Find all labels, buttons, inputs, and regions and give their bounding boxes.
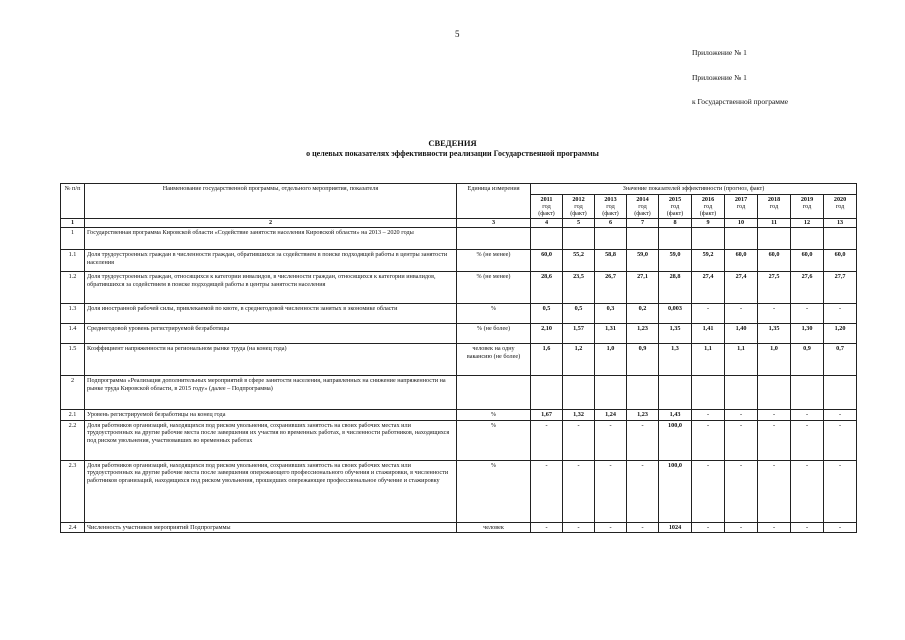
row-value: 1,0 [758,343,791,375]
table-row [61,227,857,249]
year-header [758,194,791,218]
year-word: год [703,202,713,210]
row-number: 1 [61,227,85,249]
column-number: 6 [595,219,627,228]
page-number: 5 [455,29,460,39]
header-row [61,184,857,195]
row-number: 2.4 [61,522,85,533]
row-value [659,375,692,409]
row-name: Доля работников организаций, находящихся под риском увольнения, сохранивших занятость на своих рабочих местах или трудоустроенных на другие рабочие места после завершения их участия во временных работах, в численности работников, находящихся под риском увольнения, участвовавших во временных работах [85,420,457,460]
row-value [824,227,857,249]
row-value: - [595,420,627,460]
row-value: 1,23 [627,323,659,343]
year-note: (факт) [602,210,619,217]
row-value: - [824,409,857,420]
row-value [531,375,563,409]
row-name: Доля трудоустроенных граждан в численности граждан, обратившихся за содействием в поиске подходящей работы в центры занятости населения [85,249,457,271]
year-header [791,194,824,218]
row-name: Численность участников мероприятий Подпрограммы [85,522,457,533]
row-value [595,375,627,409]
row-value: 0,2 [627,303,659,323]
row-value: 0,3 [595,303,627,323]
year-word: год [574,202,583,210]
year-year: 2015 [668,195,682,203]
header-num: № п/п [61,184,85,219]
row-value: 1,40 [725,323,758,343]
row-unit [457,227,531,249]
row-value: - [563,522,595,533]
row-value: 100,0 [659,420,692,460]
row-value: - [758,409,791,420]
table-row [61,409,857,420]
row-number: 2.3 [61,460,85,522]
row-value: 1,0 [595,343,627,375]
row-value: - [692,303,725,323]
row-number: 1.5 [61,343,85,375]
header-name: Наименование государственной программы, отдельного мероприятия, показателя [85,184,457,219]
year-word: год [606,202,615,210]
column-numbers-row [61,219,857,228]
year-word: год [769,202,779,210]
year-header [692,194,725,218]
year-word: год [736,202,746,210]
row-value: 27,5 [758,271,791,303]
row-value: 55,2 [563,249,595,271]
year-header [531,194,563,218]
row-value: 0,9 [627,343,659,375]
row-name: Подпрограмма «Реализация дополнительных мероприятий в сфере занятости населения, направленных на снижение напряженности на рынке труда Кировской области, в 2015 году» (далее – Подпрограмма) [85,375,457,409]
row-value: - [758,303,791,323]
row-unit: % (не более) [457,323,531,343]
row-value: 1,41 [692,323,725,343]
appendix-line-1: Приложение № 1 [692,48,747,57]
appendix-line-2: Приложение № 1 [692,73,747,82]
row-value: - [595,460,627,522]
row-value: 58,8 [595,249,627,271]
row-value: - [791,409,824,420]
year-word: год [638,202,647,210]
row-value: - [824,522,857,533]
row-name: Коэффициент напряженности на региональном рынке труда (на конец года) [85,343,457,375]
year-word: год [542,202,551,210]
row-value [595,227,627,249]
table-row [61,303,857,323]
year-year: 2013 [604,195,617,203]
year-word: год [802,202,812,210]
row-value [563,227,595,249]
row-value: - [531,420,563,460]
row-value: - [791,460,824,522]
row-value: 26,7 [595,271,627,303]
year-year: 2011 [540,195,553,203]
row-unit: человек [457,522,531,533]
row-value: 60,0 [758,249,791,271]
row-value: - [627,522,659,533]
column-number: 9 [692,219,725,228]
row-name: Доля работников организаций, находящихся под риском увольнения, сохранивших занятость на своих рабочих местах или трудоустроенных на другие рабочие места после завершения опережающего профессионального обучения и стажировки, в численности работников организаций, находящихся под риском увольнения, прошедших опережающее профессиональное обучение и стажировку [85,460,457,522]
year-header [627,194,659,218]
column-number: 8 [659,219,692,228]
row-value: - [725,420,758,460]
year-word: год [835,202,845,210]
row-value: 28,6 [531,271,563,303]
row-unit: человек на одну вакансию (не более) [457,343,531,375]
header-values: Значение показателей эффективности (прогноз, факт) [531,184,857,195]
row-number: 1.3 [61,303,85,323]
row-value: 1,23 [627,409,659,420]
row-value: - [725,460,758,522]
row-value: - [791,303,824,323]
row-value: 1,35 [758,323,791,343]
year-year: 2020 [833,195,847,203]
row-value: - [791,522,824,533]
row-value: 1,43 [659,409,692,420]
row-value: 0,5 [563,303,595,323]
row-value: - [692,522,725,533]
row-value: 1,24 [595,409,627,420]
row-value: 1,2 [563,343,595,375]
row-value: 1,1 [725,343,758,375]
row-unit: % (не менее) [457,249,531,271]
row-number: 2.1 [61,409,85,420]
row-value: 27,1 [627,271,659,303]
table-row [61,271,857,303]
table-row [61,460,857,522]
column-number: 2 [85,219,457,228]
column-number: 11 [758,219,791,228]
row-value: 59,0 [627,249,659,271]
row-value: - [692,420,725,460]
row-unit: % (не менее) [457,271,531,303]
row-value: 1,35 [659,323,692,343]
row-value: - [758,522,791,533]
column-number: 10 [725,219,758,228]
year-year: 2014 [636,195,649,203]
table-body [61,227,857,533]
doc-subtitle: о целевых показателях эффективности реализации Государственной программы [306,149,599,158]
row-value [824,375,857,409]
column-number: 1 [61,219,85,228]
row-value: - [627,460,659,522]
row-value: 1,67 [531,409,563,420]
year-note: (факт) [699,210,717,217]
row-value: - [531,460,563,522]
row-unit: % [457,460,531,522]
row-value: 1,30 [791,323,824,343]
row-value: 23,5 [563,271,595,303]
row-value [692,227,725,249]
row-value: 60,0 [531,249,563,271]
row-value: 0,7 [824,343,857,375]
row-value: - [758,420,791,460]
row-value: 0,003 [659,303,692,323]
column-number: 7 [627,219,659,228]
column-number: 12 [791,219,824,228]
row-value: 0,9 [791,343,824,375]
row-number: 1.2 [61,271,85,303]
table-row [61,249,857,271]
row-value: 60,0 [824,249,857,271]
row-value: 2,10 [531,323,563,343]
year-note: (факт) [666,210,684,217]
row-value: 27,4 [692,271,725,303]
row-value: 0,5 [531,303,563,323]
year-year: 2017 [734,195,748,203]
row-value [627,227,659,249]
column-number: 13 [824,219,857,228]
row-value: - [563,460,595,522]
table-row [61,420,857,460]
row-value [659,227,692,249]
year-word: год [670,202,680,210]
row-value: - [758,460,791,522]
row-value: 28,8 [659,271,692,303]
row-value: 1,31 [595,323,627,343]
row-unit: % [457,420,531,460]
year-note: (факт) [570,210,587,217]
year-header [659,194,692,218]
year-header [563,194,595,218]
year-header [725,194,758,218]
table-row [61,323,857,343]
row-value: 1,57 [563,323,595,343]
row-name: Государственная программа Кировской области «Содействие занятости населения Кировской области» на 2013 – 2020 годы [85,227,457,249]
row-number: 2 [61,375,85,409]
row-value: 1,1 [692,343,725,375]
row-value: - [725,303,758,323]
row-value: - [824,303,857,323]
row-value [725,227,758,249]
indicators-table [60,183,857,533]
table-row [61,522,857,533]
row-unit: % [457,409,531,420]
row-value: 59,2 [692,249,725,271]
year-header [595,194,627,218]
row-value: 27,6 [791,271,824,303]
row-value: 1,3 [659,343,692,375]
row-unit [457,375,531,409]
doc-title: СВЕДЕНИЯ [428,138,477,148]
appendix-line-3: к Государственной программе [692,97,789,106]
row-value: - [725,522,758,533]
row-value [531,227,563,249]
row-value: 1,20 [824,323,857,343]
row-number: 2.2 [61,420,85,460]
column-number: 3 [457,219,531,228]
row-value [692,375,725,409]
row-value [791,375,824,409]
row-value: - [824,420,857,460]
table-row [61,343,857,375]
row-value: - [824,460,857,522]
year-note: (факт) [634,210,651,217]
row-value: - [725,409,758,420]
row-value: - [692,409,725,420]
row-value: 27,4 [725,271,758,303]
year-year: 2018 [767,195,781,203]
row-value: 60,0 [725,249,758,271]
row-value [627,375,659,409]
row-number: 1.1 [61,249,85,271]
row-value: 1,32 [563,409,595,420]
row-name: Доля иностранной рабочей силы, привлекаемой по квоте, в среднегодовой численности занятых в экономике области [85,303,457,323]
row-value [758,375,791,409]
row-value: - [627,420,659,460]
row-name: Уровень регистрируемой безработицы на конец года [85,409,457,420]
column-number: 4 [531,219,563,228]
row-value: 1024 [659,522,692,533]
row-value [563,375,595,409]
year-header [824,194,857,218]
year-year: 2019 [800,195,814,203]
year-year: 2012 [572,195,585,203]
row-number: 1.4 [61,323,85,343]
row-value [725,375,758,409]
row-value: - [595,522,627,533]
row-value [758,227,791,249]
row-value: 1,6 [531,343,563,375]
row-value: - [531,522,563,533]
header-unit: Единица измерения [457,184,531,219]
row-unit: % [457,303,531,323]
row-value: 100,0 [659,460,692,522]
row-value: 27,7 [824,271,857,303]
year-year: 2016 [701,195,715,203]
row-value: 60,0 [791,249,824,271]
column-number: 5 [563,219,595,228]
row-value [791,227,824,249]
row-name: Среднегодовой уровень регистрируемой безработицы [85,323,457,343]
row-value: 59,0 [659,249,692,271]
row-value: - [563,420,595,460]
row-value: - [692,460,725,522]
year-note: (факт) [538,210,555,217]
row-value: - [791,420,824,460]
row-name: Доля трудоустроенных граждан, относящихся к категории инвалидов, в численности граждан, относящихся к категории инвалидов, обратившихся за содействием в поиске подходящей работы в центры занятости населения [85,271,457,303]
table-row [61,375,857,409]
